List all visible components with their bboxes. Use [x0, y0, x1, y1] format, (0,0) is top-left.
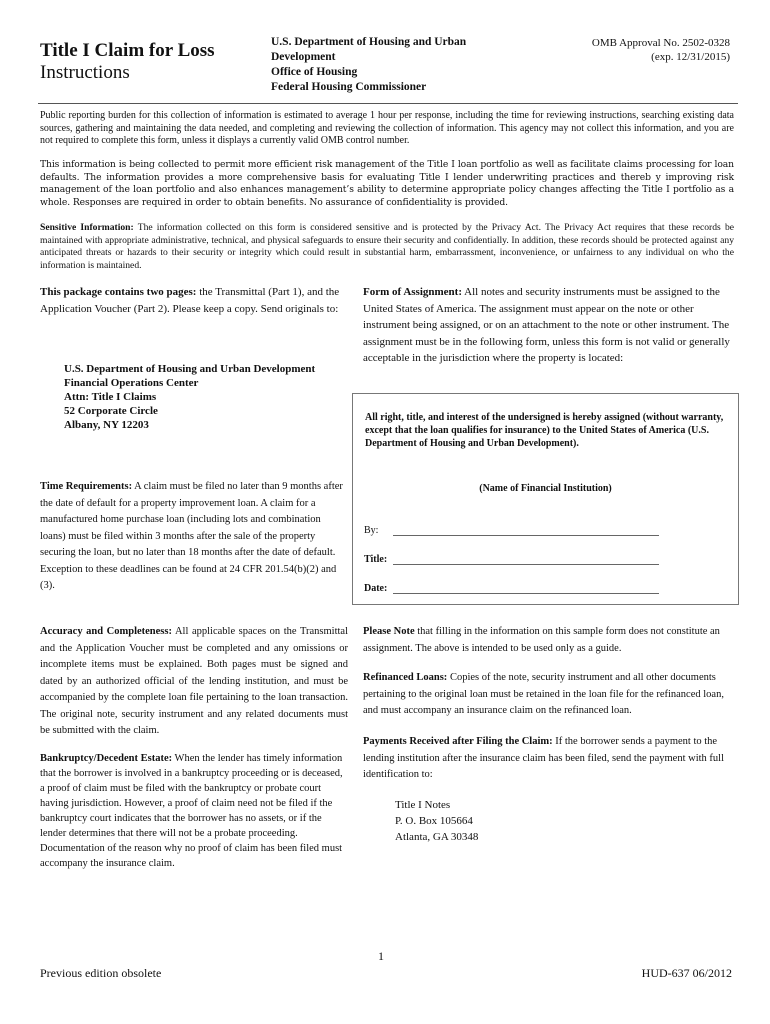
- address-line: U.S. Department of Housing and Urban Development: [64, 363, 316, 375]
- agency-line: Office of Housing: [271, 66, 358, 78]
- omb-expiration: (exp. 12/31/2015): [651, 51, 730, 63]
- refinanced-loans-paragraph: [363, 670, 733, 720]
- bankruptcy-paragraph: [40, 751, 348, 871]
- form-of-assignment-text: All notes and security instruments must be assigned to the United States of America. The assignment must appear on the note or other instrument being assigned, or on an attachment to the note or other instrument. The assignment must be in the following form, unless this form is not valid or generally acceptable in the jurisdiction where the property is located:: [363, 286, 730, 364]
- agency-line: U.S. Department of Housing and Urban: [271, 36, 467, 48]
- omb-approval: [560, 36, 730, 64]
- agency-line: Federal Housing Commissioner: [271, 81, 427, 93]
- by-label: By:: [364, 525, 379, 536]
- address-line: Financial Operations Center: [64, 377, 199, 389]
- package-label: This package contains two pages:: [40, 286, 197, 298]
- info-collected-paragraph: This information is being collected to permit more efficient risk management of the Title I loan portfolio as well as facilitate claims processing for loan defaults. The information provides a more comprehensive basis for evaluating Title I lender underwriting practices and thereb y improving risk management of the loan portfolio and also enhances management’s ability to determine appropriate policy changes affecting the Title I portfolio as a whole. Responses are required in order to obtain benefits. No assurance of confidentiality is provided.: [40, 159, 734, 208]
- accuracy-label: Accuracy and Completeness:: [40, 626, 172, 637]
- omb-number: OMB Approval No. 2502-0328: [591, 37, 730, 49]
- refinanced-loans-text: Copies of the note, security instrument and all other documents pertaining to the original loan must be retained in the loan file for the refinanced loan, and must accompany an insurance claim on the refinanced loan.: [363, 672, 724, 716]
- agency-block: [271, 35, 491, 95]
- assignment-sample-box: [352, 393, 739, 605]
- agency-line: Development: [271, 51, 336, 63]
- please-note-paragraph: [363, 624, 733, 657]
- public-reporting-paragraph: Public reporting burden for this collection of information is estimated to average 1 hour per response, including the time for reviewing instructions, searching existing data sources, gathering and maintaining the data needed, and completing and reviewing the collection of information. This agency may not collect this information, and you are not required to complete this form, unless it displays a currently valid OMB control number.: [40, 110, 734, 146]
- package-paragraph: [40, 284, 348, 317]
- title-signature-line: [393, 564, 659, 565]
- time-requirements-paragraph: [40, 479, 348, 595]
- sensitive-info-text: The information collected on this form is considered sensitive and is protected by the Privacy Act. The Privacy Act requires that these records be maintained with appropriate administrative, technical, and physical safeguards to ensure their security and confidentially. In addition, these records should be protected against any anticipated threats or hazards to their security or integrity which could result in substantial harm, embarrassment, inconvenience, or unfairness to any individual on who the information is maintained.: [40, 222, 735, 271]
- footer-form-number: HUD-637 06/2012: [641, 966, 732, 980]
- time-requirements-label: Time Requirements:: [40, 481, 133, 492]
- payments-text: If the borrower sends a payment to the lending institution after the insurance claim has been filed, send the payment with full identification to:: [363, 736, 724, 780]
- date-label: Date:: [364, 583, 388, 594]
- assignment-statement: All right, title, and interest of the undersigned is hereby assigned (without warranty, except that the loan qualifies for insurance) to the United States of America (U.S. Department of Housing and Urban Development).: [365, 412, 724, 449]
- form-title: Title I Claim for Loss: [40, 40, 215, 61]
- financial-institution-label: (Name of Financial Institution): [479, 483, 612, 494]
- bankruptcy-text: When the lender has timely information that the borrower is involved in a bankruptcy proceeding or is deceased, a proof of claim must be filed with the bankruptcy or probate court having jurisdiction. However, a proof of claim need not be filed if the bankruptcy court indicates that the borrower has no assets, or if the lender determines that there will not be a probate proceeding. Documentation of the reason why no proof of claim has been filed must accompany the insurance claim.: [40, 753, 343, 869]
- page-number: 1: [378, 949, 384, 963]
- address-line: Attn: Title I Claims: [64, 391, 157, 403]
- address-line: 52 Corporate Circle: [64, 405, 158, 417]
- time-requirements-text: A claim must be filed no later than 9 months after the date of default for a property improvement loan. A claim for a manufactured home purchase loan (including lots and combination loans) must be filed within 3 months after the sale of the property securing the loan, but no later than 18 months after the date of default. Exception to these deadlines can be found at 24 CFR 201.54(b)(2) and (3).: [40, 481, 343, 591]
- bankruptcy-label: Bankruptcy/Decedent Estate:: [40, 753, 173, 764]
- accuracy-text: All applicable spaces on the Transmittal and the Application Voucher must be completed and any omissions or incomplete items must be explained. Both pages must be signed and dated by an authorized official of the lending institution, and must be accompanied by the complete loan file pertaining to the loan transaction. The original note, security instrument and any related documents must be submitted with the claim.: [40, 626, 348, 736]
- payments-paragraph: [363, 734, 733, 784]
- sensitive-info-label: Sensitive Information:: [40, 222, 134, 233]
- footer-edition-note: Previous edition obsolete: [40, 966, 162, 980]
- title-label: Title:: [364, 554, 388, 565]
- sensitive-info-paragraph: [40, 222, 734, 272]
- refinanced-loans-label: Refinanced Loans:: [363, 672, 448, 683]
- title-i-notes-address: [395, 797, 478, 845]
- date-signature-line: [393, 593, 659, 594]
- notes-address-line: P. O. Box 105664: [395, 815, 473, 827]
- header-divider: [38, 103, 738, 104]
- please-note-text: that filling in the information on this sample form does not constitute an assignment. The above is intended to be used only as a guide.: [363, 626, 720, 654]
- accuracy-paragraph: [40, 624, 348, 740]
- address-line: Albany, NY 12203: [64, 419, 149, 431]
- form-of-assignment-paragraph: [363, 284, 733, 367]
- by-signature-line: [393, 535, 659, 536]
- notes-address-line: Title I Notes: [395, 799, 451, 811]
- notes-address-line: Atlanta, GA 30348: [395, 831, 479, 843]
- mailing-address: [64, 362, 315, 432]
- please-note-label: Please Note: [363, 626, 415, 637]
- form-subtitle: Instructions: [40, 62, 130, 83]
- form-of-assignment-label: Form of Assignment:: [363, 286, 462, 298]
- payments-label: Payments Received after Filing the Claim:: [363, 736, 553, 747]
- package-text: the Transmittal (Part 1), and the Application Voucher (Part 2). Please keep a copy. Send originals to:: [40, 286, 340, 315]
